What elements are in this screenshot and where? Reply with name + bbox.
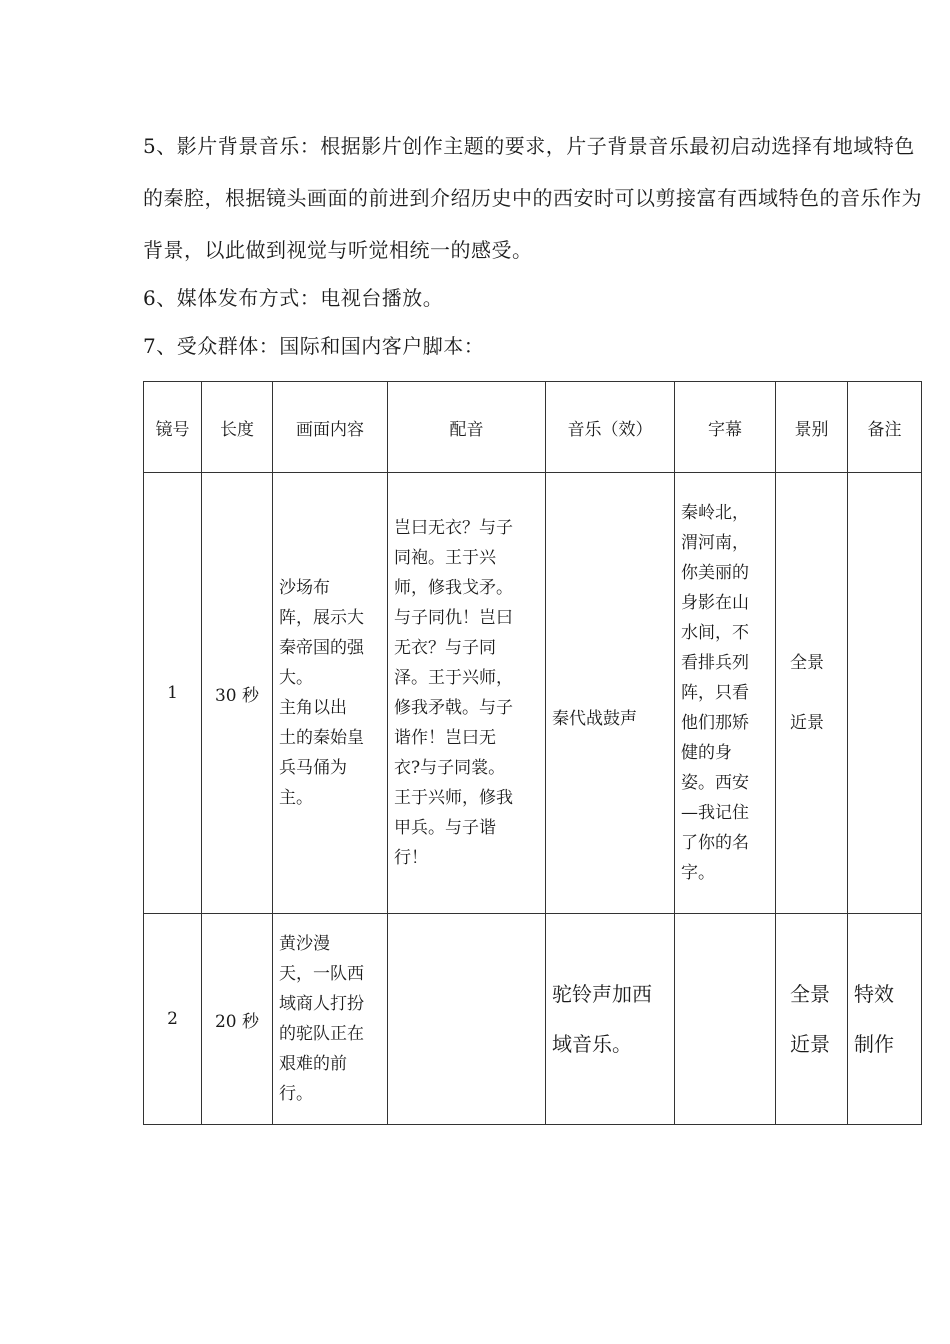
paragraph-audience: 7、受众群体：国际和国内客户脚本： bbox=[143, 334, 485, 358]
table-header-row bbox=[144, 382, 922, 473]
header-music: 音乐（效） bbox=[546, 382, 675, 473]
cell-length: 20 秒 bbox=[202, 914, 273, 1125]
cell-subtitle bbox=[675, 914, 776, 1125]
cell-note bbox=[848, 473, 922, 914]
header-length: 长度 bbox=[202, 382, 273, 473]
cell-shot-number: 1 bbox=[144, 473, 202, 914]
cell-content: 黄沙漫 天，一队西 域商人打扮 的驼队正在 艰难的前 行。 bbox=[273, 914, 388, 1125]
cell-scene: 全景 近景 bbox=[776, 914, 848, 1125]
cell-shot-number: 2 bbox=[144, 914, 202, 1125]
cell-voiceover: 岂曰无衣？与子 同袍。王于兴 师，修我戈矛。 与子同仇！岂曰 无衣？与子同 泽。王于兴师， 修我矛戟。与子 谐作！岂曰无 衣?与子同裳。 王于兴师，修我 甲兵。与子谐 行！ bbox=[388, 473, 546, 914]
cell-content: 沙场布 阵，展示大 秦帝国的强 大。 主角以出 土的秦始皇 兵马俑为 主。 bbox=[273, 473, 388, 914]
table-row bbox=[144, 914, 922, 1125]
cell-note: 特效 制作 bbox=[848, 914, 922, 1125]
header-subtitle: 字幕 bbox=[675, 382, 776, 473]
cell-voiceover bbox=[388, 914, 546, 1125]
cell-scene: 全景 近景 bbox=[776, 473, 848, 914]
shot-script-table bbox=[143, 381, 922, 1125]
paragraph-media-release: 6、媒体发布方式：电视台播放。 bbox=[143, 286, 444, 310]
paragraph-background-music: 5、影片背景音乐：根据影片创作主题的要求，片子背景音乐最初启动选择有地域特色的秦腔，根据镜头画面的前进到介绍历史中的西安时可以剪接富有西域特色的音乐作为背景，以此做到视觉与听觉相统一的感受。 bbox=[143, 134, 922, 262]
header-voiceover: 配音 bbox=[388, 382, 546, 473]
cell-subtitle: 秦岭北， 渭河南， 你美丽的 身影在山 水间，不 看排兵列 阵，只看 他们那矫 健的身 姿。西安 —我记住 了你的名 字。 bbox=[675, 473, 776, 914]
header-scene: 景别 bbox=[776, 382, 848, 473]
cell-music: 驼铃声加西 域音乐。 bbox=[546, 914, 675, 1125]
header-note: 备注 bbox=[848, 382, 922, 473]
cell-length: 30 秒 bbox=[202, 473, 273, 914]
table-row bbox=[144, 473, 922, 914]
header-shot-number: 镜号 bbox=[144, 382, 202, 473]
cell-music: 秦代战鼓声 bbox=[546, 473, 675, 914]
header-content: 画面内容 bbox=[273, 382, 388, 473]
